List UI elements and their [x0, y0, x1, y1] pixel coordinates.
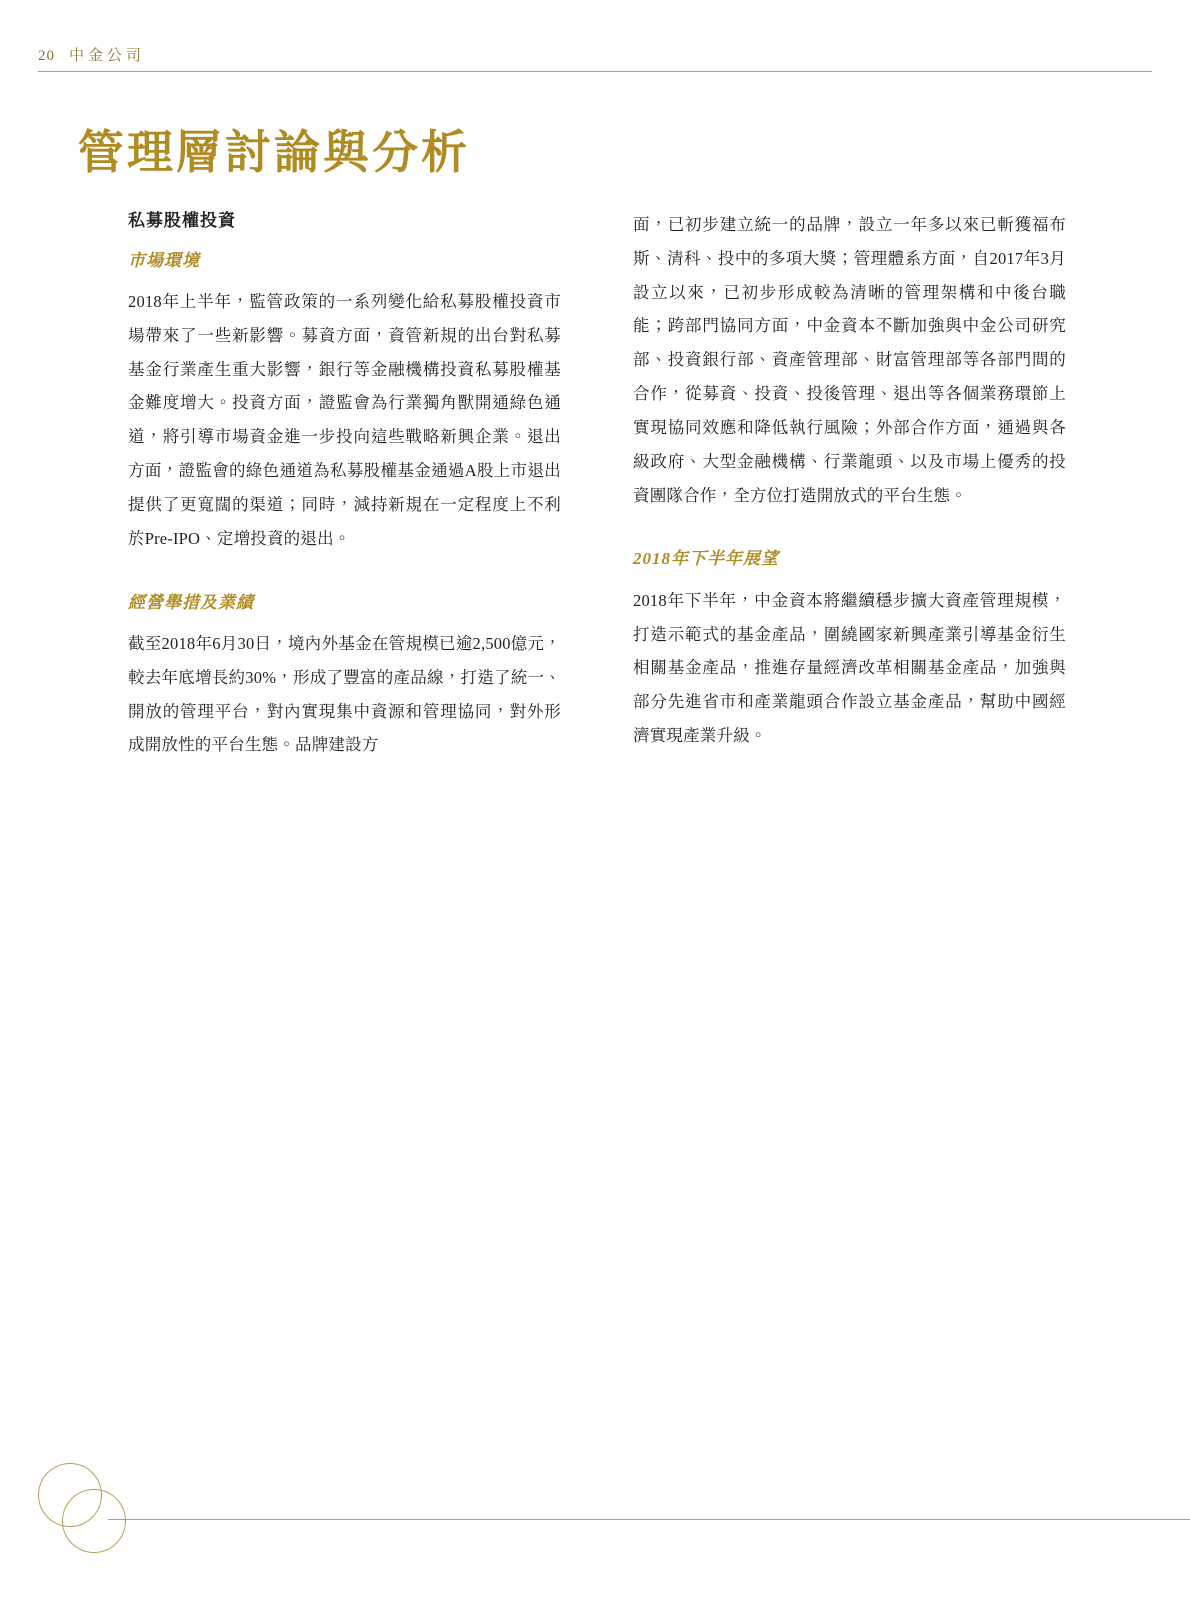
subheading-market-environment: 市場環境: [128, 250, 200, 270]
section-heading-private-equity: 私募股權投資: [128, 211, 236, 230]
subheading-operations-performance: 經營舉措及業績: [128, 592, 254, 612]
paragraph-market-environment: 2018年上半年，監管政策的一系列變化給私募股權投資市場帶來了一些新影響。募資方面，資管新規的出台對私募基金行業產生重大影響，銀行等金融機構投資私募股權基金難度增大。投資方面，證監會為行業獨角獸開通綠色通道，將引導市場資金進一步投向這些戰略新興企業。退出方面，證監會的綠色通道為私募股權基金通過A股上市退出提供了更寬闊的渠道；同時，減持新規在一定程度上不利於Pre-IPO、定增投資的退出。: [128, 292, 561, 548]
footer-divider: [108, 1519, 1190, 1520]
paragraph-operations-performance: 截至2018年6月30日，境內外基金在管規模已逾2,500億元，較去年底增長約30%，形成了豐富的產品線，打造了統一、開放的管理平台，對內實現集中資源和管理協同，對外形成開放性的平台生態。品牌建設方: [128, 634, 561, 755]
header-label: [38, 44, 145, 65]
right-column: [633, 208, 1066, 762]
page-header: [38, 44, 1152, 76]
decorative-circle-inner: [62, 1489, 126, 1553]
left-column: [128, 208, 561, 762]
company-name: 中金公司: [69, 48, 146, 64]
header-divider: [38, 71, 1152, 72]
paragraph-operations-continued: 面，已初步建立統一的品牌，設立一年多以來已斬獲福布斯、清科、投中的多項大獎；管理體系方面，自2017年3月設立以來，已初步形成較為清晰的管理架構和中後台職能；跨部門協同方面，中金資本不斷加強與中金公司研究部、投資銀行部、資產管理部、財富管理部等各部門間的合作，從募資、投資、投後管理、退出等各個業務環節上實現協同效應和降低執行風險；外部合作方面，通過與各級政府、大型金融機構、行業龍頭、以及市場上優秀的投資團隊合作，全方位打造開放式的平台生態。: [633, 215, 1066, 505]
body-columns: [128, 208, 1066, 762]
page-number: 20: [38, 48, 55, 64]
paragraph-outlook-2018h2: 2018年下半年，中金資本將繼續穩步擴大資產管理規模，打造示範式的基金產品，圍繞國家新興產業引導基金衍生相關基金產品，推進存量經濟改革相關基金產品，加強與部分先進省市和產業龍頭合作設立基金產品，幫助中國經濟實現產業升級。: [633, 590, 1066, 746]
page-title: 管理層討論與分析: [78, 126, 470, 178]
subheading-outlook-2018h2: 2018年下半年展望: [633, 549, 779, 569]
